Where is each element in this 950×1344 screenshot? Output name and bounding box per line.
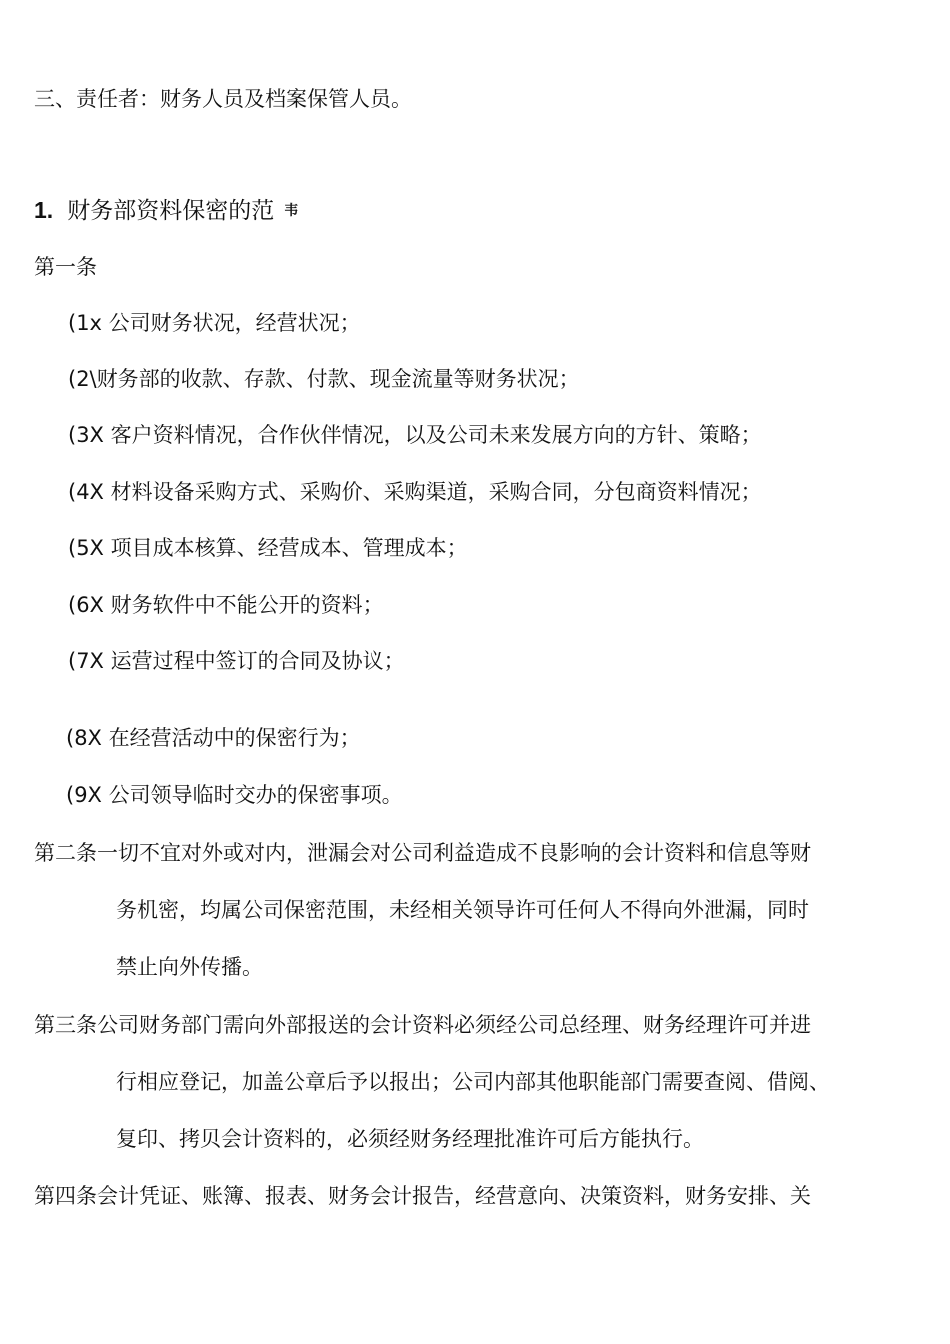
article-2-line: 务机密，均属公司保密范围，未经相关领导许可任何人不得向外泄漏，同时 [116, 898, 809, 922]
article-1-item: (1x 公司财务状况，经营状况； [68, 311, 361, 335]
section-title: 财务部资料保密的范 [67, 198, 275, 224]
section-title-tail: 韦 [284, 203, 299, 219]
section-heading [34, 195, 298, 226]
responsible-line: 三、责任者：财务人员及档案保管人员。 [34, 87, 412, 111]
article-1-label: 第一条 [34, 255, 97, 279]
article-1-item: (8X 在经营活动中的保密行为； [66, 726, 361, 750]
article-1-item: (3X 客户资料情况，合作伙伴情况，以及公司未来发展方向的方针、策略； [68, 423, 762, 447]
article-1-item: (6X 财务软件中不能公开的资料； [68, 593, 384, 617]
article-1-item: (9X 公司领导临时交办的保密事项。 [66, 783, 403, 807]
article-1-item: (7X 运营过程中签订的合同及协议； [68, 649, 405, 673]
article-1-item: (5X 项目成本核算、经营成本、管理成本； [68, 536, 468, 560]
article-1-item: (4X 材料设备采购方式、采购价、采购渠道，采购合同，分包商资料情况； [68, 480, 762, 504]
article-2-line: 禁止向外传播。 [116, 955, 263, 979]
article-3-line: 第三条公司财务部门需向外部报送的会计资料必须经公司总经理、财务经理许可并进 [34, 1013, 811, 1037]
article-1-item: (2\财务部的收款、存款、付款、现金流量等财务状况； [68, 367, 580, 391]
article-3-line: 复印、拷贝会计资料的，必须经财务经理批准许可后方能执行。 [116, 1127, 704, 1151]
section-number: 1. [34, 197, 54, 223]
article-2-line: 第二条一切不宜对外或对内，泄漏会对公司利益造成不良影响的会计资料和信息等财 [34, 841, 811, 865]
article-3-line: 行相应登记，加盖公章后予以报出；公司内部其他职能部门需要查阅、借阅、 [116, 1070, 830, 1094]
article-4-line: 第四条会计凭证、账簿、报表、财务会计报告，经营意向、决策资料，财务安排、关 [34, 1184, 811, 1208]
